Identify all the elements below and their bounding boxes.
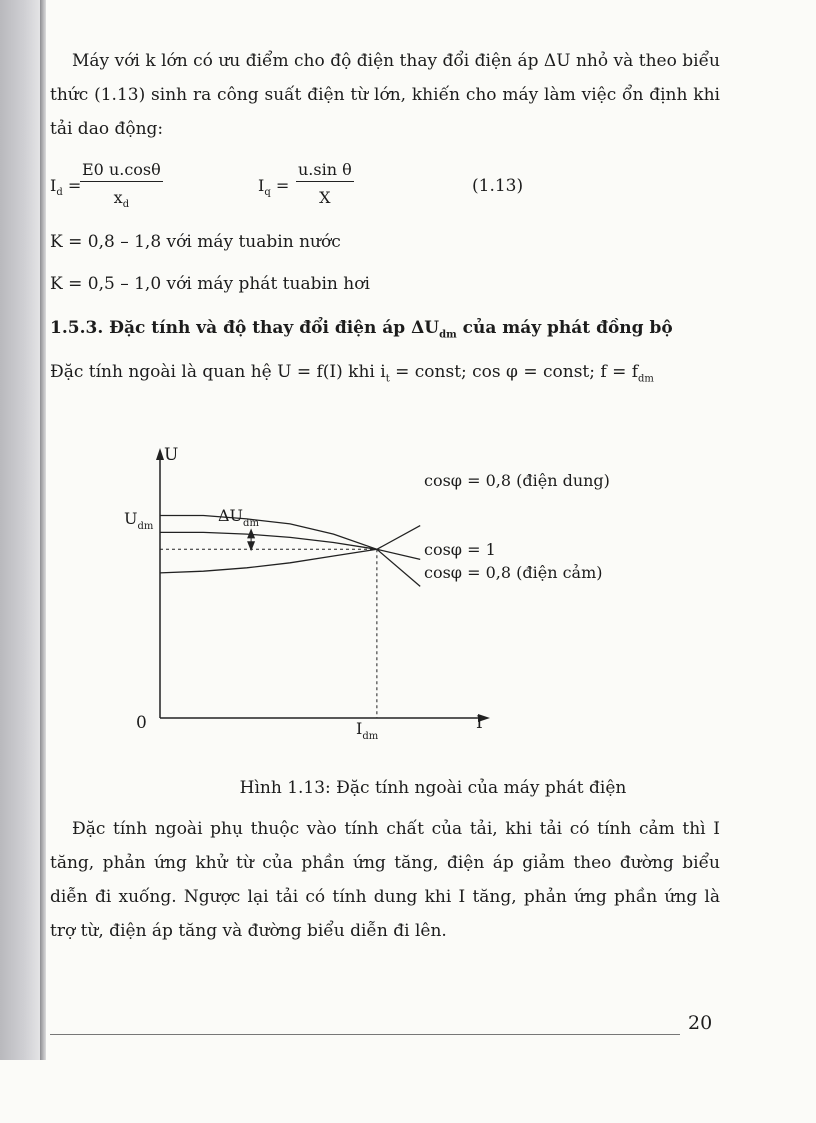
- x-tick-sub: dm: [362, 731, 379, 742]
- legend-unity: cosφ = 1: [424, 540, 496, 559]
- x-tick-idm: $I_{dm}$: [356, 719, 379, 742]
- iq-lhs-sub: q: [264, 187, 271, 199]
- k-line-steam: K = 0,5 – 1,0 với máy phát tuabin hơi: [50, 274, 370, 294]
- definition-text-2: = const; cos φ = const; f = f: [389, 362, 639, 382]
- id-lhs: I: [50, 176, 57, 195]
- definition-sub-dm: dm: [638, 373, 654, 385]
- k-line-water: K = 0,8 – 1,8 với máy tuabin nước: [50, 232, 341, 252]
- delta-u-arrow-head-bottom: [247, 541, 255, 551]
- figure-caption: Hình 1.13: Đặc tính ngoài của máy phát điện: [239, 778, 627, 798]
- heading-text: 1.5.3. Đặc tính và độ thay đổi điện áp ΔU: [50, 318, 440, 338]
- id-lhs-sub: d: [56, 187, 63, 199]
- page-number: 20: [688, 1012, 713, 1034]
- delta-u-arrow-head-top: [247, 528, 255, 538]
- legend-inductive: cosφ = 0,8 (điện cảm): [424, 563, 603, 582]
- legend-capacitive: cosφ = 0,8 (điện dung): [424, 471, 610, 490]
- guide-layer: [160, 528, 377, 718]
- y-axis-label: U: [164, 445, 179, 465]
- id-denominator: x: [113, 188, 123, 207]
- origin-label: 0: [136, 713, 147, 733]
- iq-lhs: I: [258, 176, 265, 195]
- equation-number: (1.13): [472, 176, 524, 196]
- y-tick-udm: $U_{dm}$: [124, 509, 154, 532]
- iq-denominator: X: [319, 188, 331, 207]
- body-paragraph: Đặc tính ngoài phụ thuộc vào tính chất của tải, khi tải có tính cảm thì I tăng, phản ứng khử từ của phần ứng tăng, điện áp giảm theo đường biểu diễn đi xuống. Ngược lại tải có tính dung khi I tăng, phản ứng phần ứng là trợ từ, điện áp tăng và đường biểu diễn đi lên.: [50, 819, 720, 941]
- delta-u-sub: dm: [243, 518, 259, 529]
- heading-text-end: của máy phát đồng bộ: [456, 318, 673, 338]
- delta-u-label: $\Delta U_{dm}$: [218, 506, 259, 529]
- curve-unity: [160, 532, 420, 559]
- footer-rule: [50, 1034, 680, 1035]
- x-axis-label: I: [476, 713, 483, 733]
- y-tick-sub: dm: [137, 521, 154, 532]
- heading-sub: dm: [439, 329, 457, 341]
- intro-paragraph: Máy với k lớn có ưu điểm cho độ điện thay đổi điện áp ΔU nhỏ và theo biểu thức (1.13) sinh ra công suất điện từ lớn, khiến cho máy làm việc ổn định khi tải dao động:: [50, 51, 720, 139]
- iq-numerator: u.sin θ: [296, 160, 354, 182]
- id-denominator-sub: d: [122, 199, 130, 211]
- y-axis-arrow: [156, 448, 164, 460]
- definition-text: Đặc tính ngoài là quan hệ U = f(I) khi i: [50, 362, 386, 382]
- definition-sub-t: t: [385, 373, 390, 385]
- id-numerator: E0 u.cosθ: [80, 160, 163, 182]
- series-layer: [160, 516, 420, 587]
